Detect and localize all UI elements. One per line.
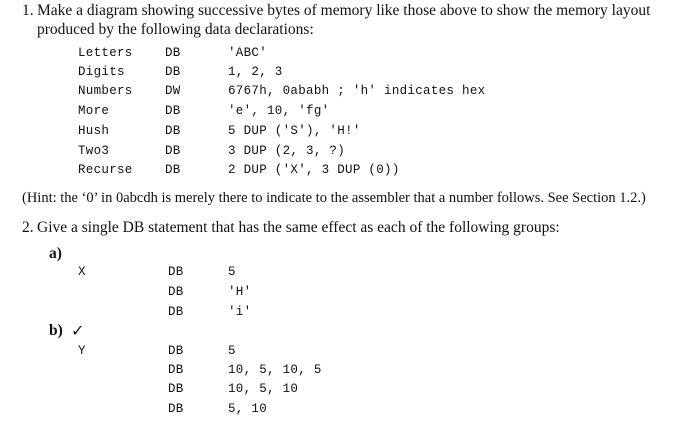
declaration-directive: DB — [165, 46, 181, 60]
group-directive: DB — [168, 285, 184, 299]
declaration-name: Two3 — [78, 144, 110, 158]
q2-number: 2. — [22, 219, 34, 236]
declaration-name: Hush — [78, 124, 110, 138]
q1-number: 1. — [22, 2, 34, 19]
declaration-operand: 3 DUP (2, 3, ?) — [228, 144, 346, 158]
declaration-operand: 'ABC' — [228, 46, 268, 60]
declaration-operand: 5 DUP ('S'), 'H!' — [228, 124, 361, 138]
declaration-name: More — [78, 104, 110, 118]
group-directive: DB — [168, 402, 184, 416]
declaration-name: Digits — [78, 65, 125, 79]
group-directive: DB — [168, 363, 184, 377]
checkmark-icon: ✓ — [71, 321, 85, 340]
part-a-name: X — [78, 265, 86, 279]
group-operand: 5 — [228, 265, 236, 279]
q1-line1: Make a diagram showing successive bytes of memory like those above to show the memory layout — [37, 2, 651, 19]
hint-text: (Hint: the ‘0’ in 0abcdh is merely there to indicate to the assembler that a number follows. See Section 1.2.) — [22, 190, 646, 206]
declaration-directive: DB — [165, 104, 181, 118]
group-directive: DB — [168, 265, 184, 279]
group-operand: 5 — [228, 344, 236, 358]
q1-line2: produced by the following data declarations: — [37, 21, 314, 38]
declaration-directive: DW — [165, 84, 181, 98]
part-b-label: b) — [49, 322, 63, 339]
group-directive: DB — [168, 305, 184, 319]
declaration-name: Letters — [78, 46, 133, 60]
declaration-directive: DB — [165, 65, 181, 79]
declaration-directive: DB — [165, 163, 181, 177]
declaration-directive: DB — [165, 124, 181, 138]
declaration-operand: 1, 2, 3 — [228, 65, 283, 79]
group-directive: DB — [168, 344, 184, 358]
part-a-label: a) — [49, 245, 62, 262]
q2-text: Give a single DB statement that has the same effect as each of the following groups: — [37, 219, 560, 236]
declaration-operand: 6767h, 0ababh ; 'h' indicates hex — [228, 84, 486, 98]
declaration-directive: DB — [165, 144, 181, 158]
group-operand: 5, 10 — [228, 402, 268, 416]
part-b-name: Y — [78, 344, 86, 358]
declaration-name: Numbers — [78, 84, 133, 98]
group-operand: 10, 5, 10 — [228, 382, 299, 396]
declaration-operand: 2 DUP ('X', 3 DUP (0)) — [228, 163, 400, 177]
group-directive: DB — [168, 382, 184, 396]
declaration-name: Recurse — [78, 163, 133, 177]
group-operand: 10, 5, 10, 5 — [228, 363, 322, 377]
group-operand: 'H' — [228, 285, 252, 299]
declaration-operand: 'e', 10, 'fg' — [228, 104, 330, 118]
group-operand: 'i' — [228, 305, 252, 319]
